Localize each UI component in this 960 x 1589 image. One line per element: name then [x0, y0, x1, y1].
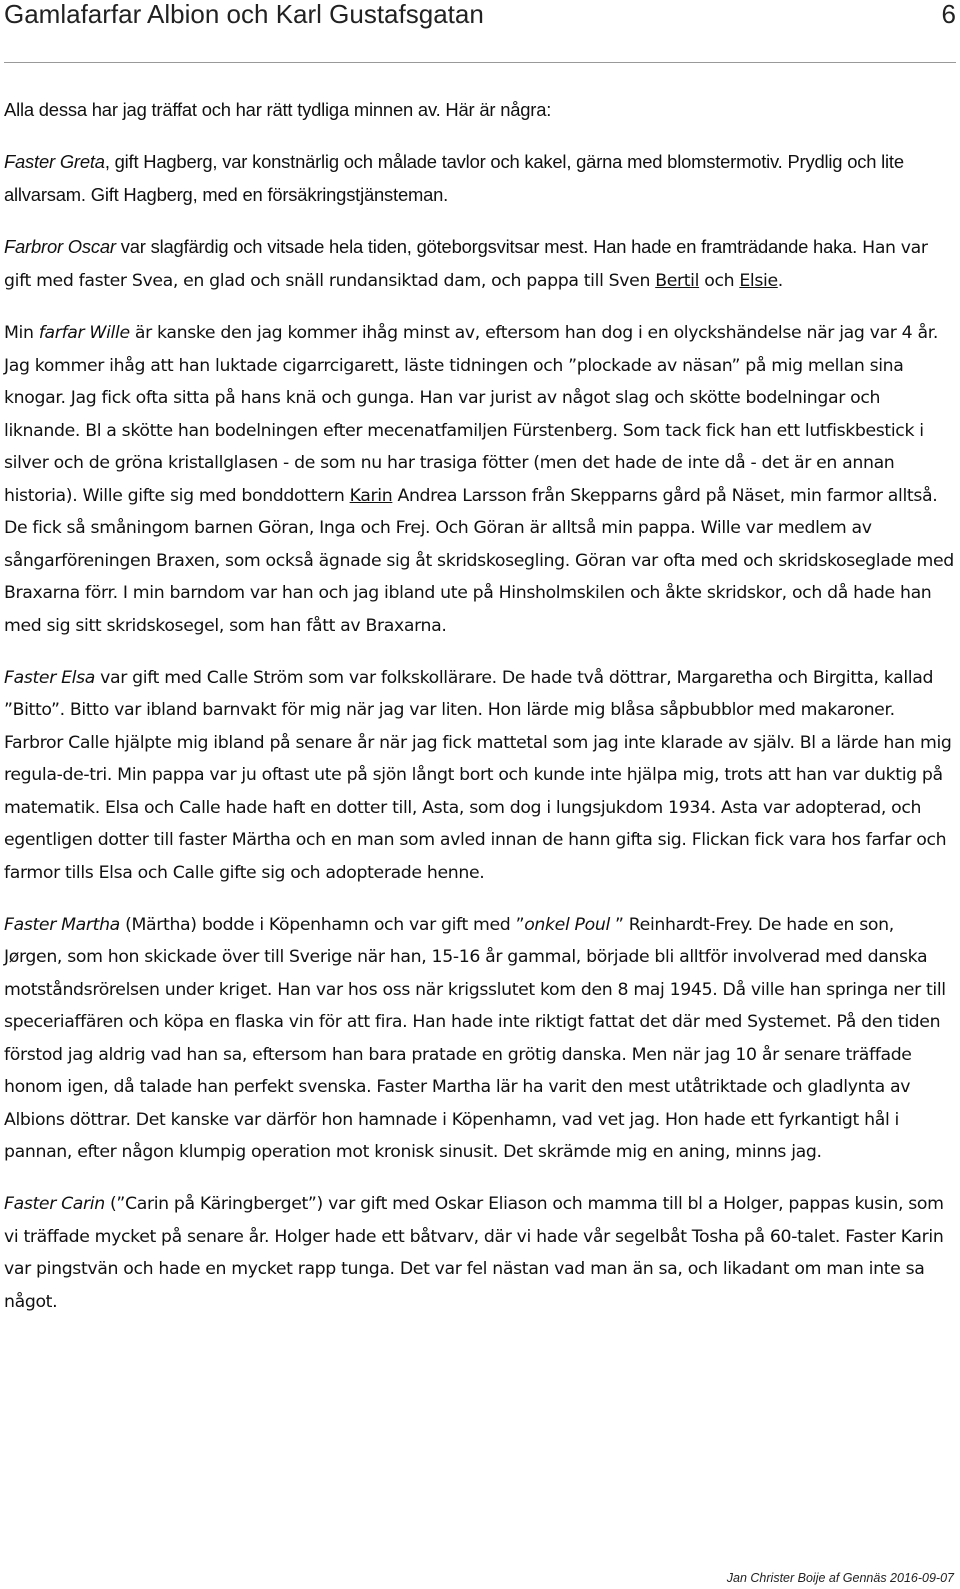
wille-name: farfar Wille [38, 323, 130, 343]
oscar-end: . [777, 271, 783, 291]
oscar-mid: och [699, 271, 740, 291]
martha-name: Faster Martha [4, 914, 120, 935]
page-header [4, 0, 956, 36]
bertil-link[interactable]: Bertil [655, 271, 700, 291]
document-title: Gamlafarfar Albion och Karl Gustafsgatan [4, 0, 484, 29]
wille-lead: Min [4, 323, 39, 343]
poul-name: onkel Poul [524, 914, 610, 935]
elsa-name: Faster Elsa [4, 667, 96, 688]
karin-link[interactable]: Karin [349, 485, 393, 506]
page-number: 6 [941, 0, 956, 29]
intro-paragraph: Alla dessa har jag träffat och har rätt tydliga minnen av. Här är några: [4, 99, 552, 120]
greta-text: , gift Hagberg, var konstnärlig och målade tavlor och kakel, gärna med blomstermotiv. Prydlig och lite allvarsam. Gift Hagberg, med en försäkringstjänsteman. [4, 151, 904, 205]
oscar-text: var slagfärdig och vitsade hela tiden, göteborgsvitsar mest. Han hade en framträdande haka. [115, 235, 858, 257]
martha-text-1: (Märtha) bodde i Köpenhamn och var gift med ” [119, 914, 525, 935]
oscar-name: Farbror Oscar [4, 235, 116, 257]
martha-paragraph [4, 909, 956, 1169]
carin-text: (”Carin på Käringberget”) var gift med Oskar Eliason och mamma till bl a Holger, pappas kusin, som vi träffade mycket på senare år. Holger hade ett båtvarv, där vi hade vår segelbåt Tosha på 60-talet. Faster Karin var pingstvän och hade en mycket rapp tunga. Det var fel nästan vad man än sa, och likadant om man inte sa något. [4, 1194, 944, 1312]
wille-text-1: är kanske den jag kommer ihåg minst av, eftersom han dog i en olyckshändelse när jag var 4 år. Jag kommer ihåg att han luktade cigarrcigarett, läste tidningen och ”plockade av näsan” på mig mellan sina knogar. Jag fick ofta sitta på hans knä och gunga. Han var jurist av något slag och skötte bodelningar och liknande. Bl a skötte han bodelningen efter mecenatfamiljen Fürstenberg. Som tack fick han ett lutfiskbestick i silver och de gröna kristallglasen - de som nu har trasiga fötter (men det hade de inte då - det är en annan historia). Wille gifte sig med bonddottern [4, 323, 939, 506]
wille-text-2: Andrea Larsson från Skepparns gård på Näset, min farmor alltså. De fick så småningom barnen Göran, Inga och Frej. Och Göran är alltså min pappa. Wille var medlem av sångarföreningen Braxen, som också ägnade sig åt skridskosegling. Göran var ofta med och skridskoseglade med Braxarna förr. I min barndom var han och jag ibland ute på Hinsholmskilen och åkte skridskor, och då hade han med sig sitt skridskosegel, som han fått av Braxarna. [4, 485, 954, 636]
wille-paragraph [4, 317, 956, 642]
greta-name: Faster Greta [4, 151, 105, 172]
header-divider [4, 62, 956, 63]
elsa-paragraph [4, 662, 956, 890]
carin-paragraph [4, 1188, 956, 1318]
greta-paragraph [4, 146, 956, 211]
oscar-text-2: Han var gift med faster Svea, en glad och snäll rundansiktad dam, och pappa till Sven [4, 237, 928, 291]
oscar-paragraph [4, 231, 956, 298]
elsie-link[interactable]: Elsie [739, 271, 778, 291]
martha-text-2: ” Reinhardt-Frey. De hade en son, Jørgen, som hon skickade över till Sverige när han, 15-16 år gammal, började bli alltför involverad med danska motståndsrörelsen under kriget. Han var hos oss när krigsslutet kom den 8 maj 1945. Då ville han springa ner till speceriaffären och köpa en flaska vin för att fira. Han hade inte riktigt fattat det där med Systemet. På den tiden förstod jag aldrig vad han sa, eftersom han bara pratade en grötig danska. Men när jag 10 år senare träffade honom igen, då talade han perfekt svenska. Faster Martha lär ha varit den mest utåtriktade och gladlynta av Albions döttrar. Det kanske var därför hon hamnade i Köpenhamn, vad vet jag. Hon hade ett fyrkantigt hål i pannan, efter någon klumpig operation mot kronisk sinusit. Det skrämde mig en aning, minns jag. [4, 914, 946, 1162]
elsa-text: var gift med Calle Ström som var folkskollärare. De hade två döttrar, Margaretha och Birgitta, kallad ”Bitto”. Bitto var ibland barnvakt för mig när jag var liten. Hon lärde mig blåsa såpbubblor med makaroner. Farbror Calle hjälpte mig ibland på senare år när jag fick mattetal som jag inte klarade av själv. Bl a lärde han mig regula-de-tri. Min pappa var ju oftast ute på sjön långt bort och kunde inte hjälpa mig, trots att han var duktig på matematik. Elsa och Calle hade haft en dotter till, Asta, som dog i lungsjukdom 1934. Asta var adopterad, och egentligen dotter till faster Märtha och en man som avled innan de hann gifta sig. Flickan fick vara hos farfar och farmor tills Elsa och Calle gifte sig och adopterade henne. [4, 667, 952, 883]
document-body [4, 94, 956, 1338]
carin-name: Faster Carin [4, 1194, 105, 1214]
page-footer: Jan Christer Boije af Gennäs 2016-09-07 [726, 1571, 954, 1585]
